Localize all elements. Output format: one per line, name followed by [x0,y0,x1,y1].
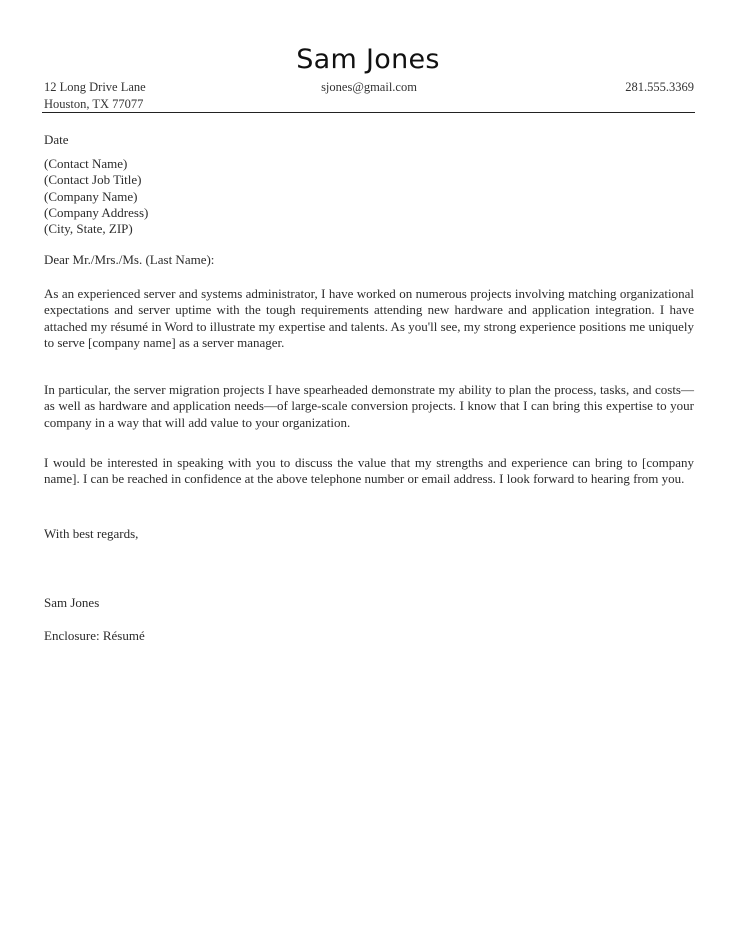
letter-date: Date [44,132,69,147]
header-divider [42,112,695,113]
recipient-city-state-zip: (City, State, ZIP) [44,221,133,237]
address-line-2: Houston, TX 77077 [44,97,144,111]
closing: With best regards, [44,526,139,541]
sender-name: Sam Jones [296,44,440,75]
salutation: Dear Mr./Mrs./Ms. (Last Name): [44,252,215,267]
body-paragraph-3: I would be interested in speaking with you to discuss the value that my strengths and experience can bring to [company name]. I can be reached in confidence at the above telephone number or email address. I look forward to hearing from you. [44,455,694,487]
signature-name: Sam Jones [44,595,100,610]
recipient-contact-name: (Contact Name) [44,156,128,171]
recipient-company-address: (Company Address) [44,204,149,220]
recipient-job-title: (Contact Job Title) [44,172,142,188]
enclosure-note: Enclosure: Résumé [44,628,145,643]
email-address: sjones@gmail.com [321,80,417,94]
recipient-company-name: (Company Name) [44,188,138,204]
body-paragraph-2: In particular, the server migration projects I have spearheaded demonstrate my ability to plan the process, tasks, and costs—as well as hardware and application needs—of large-scale conversion projects. I know that I can bring this expertise to your company in a way that will add value to your organization. [44,382,694,430]
phone-number: 281.555.3369 [625,80,694,94]
address-line-1: 12 Long Drive Lane [44,80,146,94]
body-paragraph-1: As an experienced server and systems administrator, I have worked on numerous projects involving matching organizational expectations and server uptime with the tough requirements attending new hardware and application integration. I have attached my résumé in Word to illustrate my expertise and talents. As you'll see, my strong experience positions me uniquely to serve [company name] as a server manager. [44,286,694,350]
recipient-block [44,156,694,237]
contact-row [44,80,694,96]
